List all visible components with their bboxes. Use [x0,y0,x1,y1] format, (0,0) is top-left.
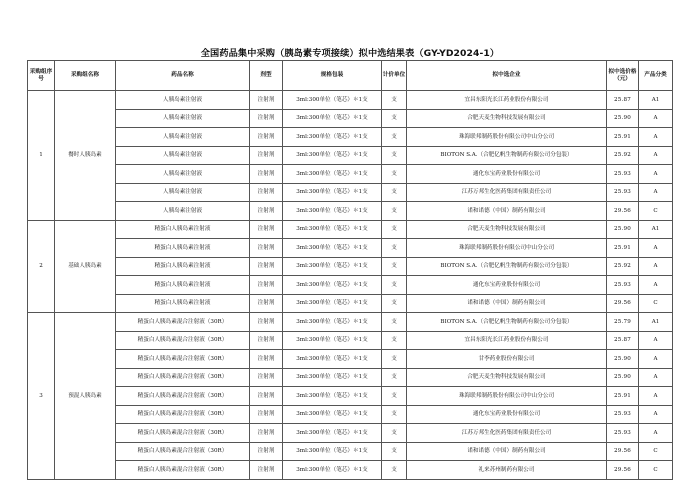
dosage-form-cell: 注射剂 [250,146,283,165]
spec-cell: 3ml:300单位（笔芯）＊1支 [283,424,382,443]
price-cell: 25.90 [607,350,639,369]
unit-cell: 支 [382,405,407,424]
category-cell: A [639,146,673,165]
dosage-form-cell: 注射剂 [250,424,283,443]
company-cell: 珠海联邦制药股份有限公司中山分公司 [407,239,607,258]
unit-cell: 支 [382,294,407,313]
category-cell: A1 [639,313,673,332]
spec-cell: 3ml:300单位（笔芯）＊1支 [283,461,382,480]
unit-cell: 支 [382,146,407,165]
group-seq-cell: 1 [28,91,55,221]
company-cell: 礼来苏州制药有限公司 [407,461,607,480]
company-cell: 珠海联邦制药股份有限公司中山分公司 [407,387,607,406]
spec-cell: 3ml:300单位（笔芯）＊1支 [283,183,382,202]
company-cell: BIOTON S.A.（合肥亿帆生物制药有限公司分包装） [407,146,607,165]
header-drug: 药品名称 [116,61,250,91]
table-row [28,109,673,128]
spec-cell: 3ml:300单位（笔芯）＊1支 [283,220,382,239]
drug-name-cell: 精蛋白人胰岛素混合注射液（30R） [116,313,250,332]
category-cell: A [639,424,673,443]
company-cell: 宜昌东阳光长江药业股份有限公司 [407,91,607,110]
header-spec: 规格包装 [283,61,382,91]
category-cell: C [639,294,673,313]
unit-cell: 支 [382,387,407,406]
group-name-cell: 预混人胰岛素 [55,313,116,480]
spec-cell: 3ml:300单位（笔芯）＊1支 [283,202,382,221]
drug-name-cell: 精蛋白人胰岛素注射液 [116,257,250,276]
table-row [28,350,673,369]
company-cell: BIOTON S.A.（合肥亿帆生物制药有限公司分包装） [407,257,607,276]
dosage-form-cell: 注射剂 [250,128,283,147]
company-cell: 合肥天麦生物科技发展有限公司 [407,109,607,128]
price-cell: 25.79 [607,313,639,332]
price-cell: 25.90 [607,220,639,239]
category-cell: A [639,183,673,202]
category-cell: A [639,331,673,350]
header-category: 产品分类 [639,61,673,91]
drug-name-cell: 精蛋白人胰岛素混合注射液（30R） [116,405,250,424]
table-row [28,146,673,165]
category-cell: A [639,257,673,276]
category-cell: A [639,387,673,406]
category-cell: A [639,350,673,369]
dosage-form-cell: 注射剂 [250,220,283,239]
unit-cell: 支 [382,165,407,184]
drug-name-cell: 精蛋白人胰岛素注射液 [116,276,250,295]
table-row [28,128,673,147]
drug-name-cell: 人胰岛素注射液 [116,165,250,184]
unit-cell: 支 [382,109,407,128]
price-cell: 25.90 [607,368,639,387]
spec-cell: 3ml:300单位（笔芯）＊1支 [283,368,382,387]
category-cell: C [639,202,673,221]
drug-name-cell: 精蛋白人胰岛素混合注射液（30R） [116,461,250,480]
drug-name-cell: 精蛋白人胰岛素注射液 [116,239,250,258]
unit-cell: 支 [382,239,407,258]
unit-cell: 支 [382,424,407,443]
category-cell: A [639,276,673,295]
table-body [28,91,673,480]
company-cell: 合肥天麦生物科技发展有限公司 [407,368,607,387]
dosage-form-cell: 注射剂 [250,461,283,480]
header-form: 剂型 [250,61,283,91]
company-cell: BIOTON S.A.（合肥亿帆生物制药有限公司分包装） [407,313,607,332]
dosage-form-cell: 注射剂 [250,442,283,461]
header-group: 采购组名称 [55,61,116,91]
table-row [28,442,673,461]
category-cell: A [639,165,673,184]
drug-name-cell: 精蛋白人胰岛素混合注射液（30R） [116,442,250,461]
drug-name-cell: 人胰岛素注射液 [116,128,250,147]
dosage-form-cell: 注射剂 [250,368,283,387]
unit-cell: 支 [382,183,407,202]
dosage-form-cell: 注射剂 [250,313,283,332]
spec-cell: 3ml:300单位（笔芯）＊1支 [283,109,382,128]
category-cell: A [639,109,673,128]
spec-cell: 3ml:300单位（笔芯）＊1支 [283,313,382,332]
company-cell: 合肥天麦生物科技发展有限公司 [407,220,607,239]
price-cell: 25.91 [607,128,639,147]
spec-cell: 3ml:300单位（笔芯）＊1支 [283,276,382,295]
unit-cell: 支 [382,257,407,276]
spec-cell: 3ml:300单位（笔芯）＊1支 [283,387,382,406]
price-cell: 25.93 [607,405,639,424]
header-price: 拟中选价格（元） [607,61,639,91]
group-name-cell: 基础人胰岛素 [55,220,116,313]
table-row [28,239,673,258]
company-cell: 江苏万邦生化医药集团有限责任公司 [407,183,607,202]
document-title: 全国药品集中采购（胰岛素专项接续）拟中选结果表（GY-YD2024-1） [200,48,500,59]
dosage-form-cell: 注射剂 [250,276,283,295]
unit-cell: 支 [382,350,407,369]
table-row [28,368,673,387]
unit-cell: 支 [382,220,407,239]
company-cell: 通化东宝药业股份有限公司 [407,165,607,184]
price-cell: 25.93 [607,276,639,295]
spec-cell: 3ml:300单位（笔芯）＊1支 [283,128,382,147]
company-cell: 诺和诺德（中国）制药有限公司 [407,294,607,313]
price-cell: 25.92 [607,257,639,276]
group-seq-cell: 3 [28,313,55,480]
drug-name-cell: 精蛋白人胰岛素混合注射液（30R） [116,350,250,369]
unit-cell: 支 [382,202,407,221]
spec-cell: 3ml:300单位（笔芯）＊1支 [283,146,382,165]
dosage-form-cell: 注射剂 [250,294,283,313]
table-row [28,202,673,221]
unit-cell: 支 [382,331,407,350]
spec-cell: 3ml:300单位（笔芯）＊1支 [283,442,382,461]
spec-cell: 3ml:300单位（笔芯）＊1支 [283,91,382,110]
company-cell: 通化东宝药业股份有限公司 [407,276,607,295]
table-row [28,331,673,350]
drug-name-cell: 人胰岛素注射液 [116,91,250,110]
table-row [28,91,673,110]
category-cell: C [639,442,673,461]
drug-name-cell: 精蛋白人胰岛素混合注射液（30R） [116,331,250,350]
price-cell: 25.87 [607,91,639,110]
spec-cell: 3ml:300单位（笔芯）＊1支 [283,350,382,369]
dosage-form-cell: 注射剂 [250,387,283,406]
price-cell: 25.91 [607,239,639,258]
group-name-cell: 餐时人胰岛素 [55,91,116,221]
table-row [28,313,673,332]
table-row [28,424,673,443]
drug-name-cell: 精蛋白人胰岛素注射液 [116,294,250,313]
dosage-form-cell: 注射剂 [250,405,283,424]
price-cell: 25.90 [607,109,639,128]
company-cell: 通化东宝药业股份有限公司 [407,405,607,424]
spec-cell: 3ml:300单位（笔芯）＊1支 [283,165,382,184]
drug-name-cell: 精蛋白人胰岛素混合注射液（30R） [116,387,250,406]
company-cell: 江苏万邦生化医药集团有限责任公司 [407,424,607,443]
header-company: 拟中选企业 [407,61,607,91]
price-cell: 29.56 [607,202,639,221]
spec-cell: 3ml:300单位（笔芯）＊1支 [283,294,382,313]
company-cell: 宜昌东阳光长江药业股份有限公司 [407,331,607,350]
price-cell: 29.56 [607,461,639,480]
spec-cell: 3ml:300单位（笔芯）＊1支 [283,257,382,276]
dosage-form-cell: 注射剂 [250,239,283,258]
group-seq-cell: 2 [28,220,55,313]
drug-name-cell: 人胰岛素注射液 [116,146,250,165]
price-cell: 29.56 [607,294,639,313]
table-row [28,257,673,276]
category-cell: C [639,461,673,480]
price-cell: 25.87 [607,331,639,350]
table-row [28,294,673,313]
table-row [28,183,673,202]
company-cell: 甘李药业股份有限公司 [407,350,607,369]
category-cell: A [639,239,673,258]
unit-cell: 支 [382,442,407,461]
dosage-form-cell: 注射剂 [250,109,283,128]
price-cell: 25.93 [607,165,639,184]
drug-name-cell: 精蛋白人胰岛素注射液 [116,220,250,239]
unit-cell: 支 [382,91,407,110]
unit-cell: 支 [382,313,407,332]
company-cell: 诺和诺德（中国）制药有限公司 [407,202,607,221]
header-row [28,61,673,91]
table-row [28,461,673,480]
drug-name-cell: 人胰岛素注射液 [116,202,250,221]
price-cell: 25.91 [607,387,639,406]
table-row [28,405,673,424]
dosage-form-cell: 注射剂 [250,350,283,369]
header-unit: 计价单位 [382,61,407,91]
dosage-form-cell: 注射剂 [250,257,283,276]
header-seq: 采购组序号 [28,61,55,91]
price-cell: 25.92 [607,146,639,165]
dosage-form-cell: 注射剂 [250,183,283,202]
price-cell: 29.56 [607,442,639,461]
dosage-form-cell: 注射剂 [250,91,283,110]
results-table [27,60,673,480]
company-cell: 珠海联邦制药股份有限公司中山分公司 [407,128,607,147]
unit-cell: 支 [382,461,407,480]
spec-cell: 3ml:300单位（笔芯）＊1支 [283,331,382,350]
category-cell: A [639,368,673,387]
drug-name-cell: 人胰岛素注射液 [116,183,250,202]
category-cell: A1 [639,91,673,110]
price-cell: 25.93 [607,424,639,443]
table-row [28,165,673,184]
category-cell: A [639,128,673,147]
category-cell: A [639,405,673,424]
spec-cell: 3ml:300单位（笔芯）＊1支 [283,405,382,424]
unit-cell: 支 [382,276,407,295]
dosage-form-cell: 注射剂 [250,202,283,221]
table-row [28,387,673,406]
drug-name-cell: 精蛋白人胰岛素混合注射液（30R） [116,368,250,387]
drug-name-cell: 精蛋白人胰岛素混合注射液（30R） [116,424,250,443]
price-cell: 25.93 [607,183,639,202]
unit-cell: 支 [382,128,407,147]
unit-cell: 支 [382,368,407,387]
dosage-form-cell: 注射剂 [250,331,283,350]
spec-cell: 3ml:300单位（笔芯）＊1支 [283,239,382,258]
company-cell: 诺和诺德（中国）制药有限公司 [407,442,607,461]
table-row [28,220,673,239]
dosage-form-cell: 注射剂 [250,165,283,184]
table-row [28,276,673,295]
drug-name-cell: 人胰岛素注射液 [116,109,250,128]
category-cell: A1 [639,220,673,239]
